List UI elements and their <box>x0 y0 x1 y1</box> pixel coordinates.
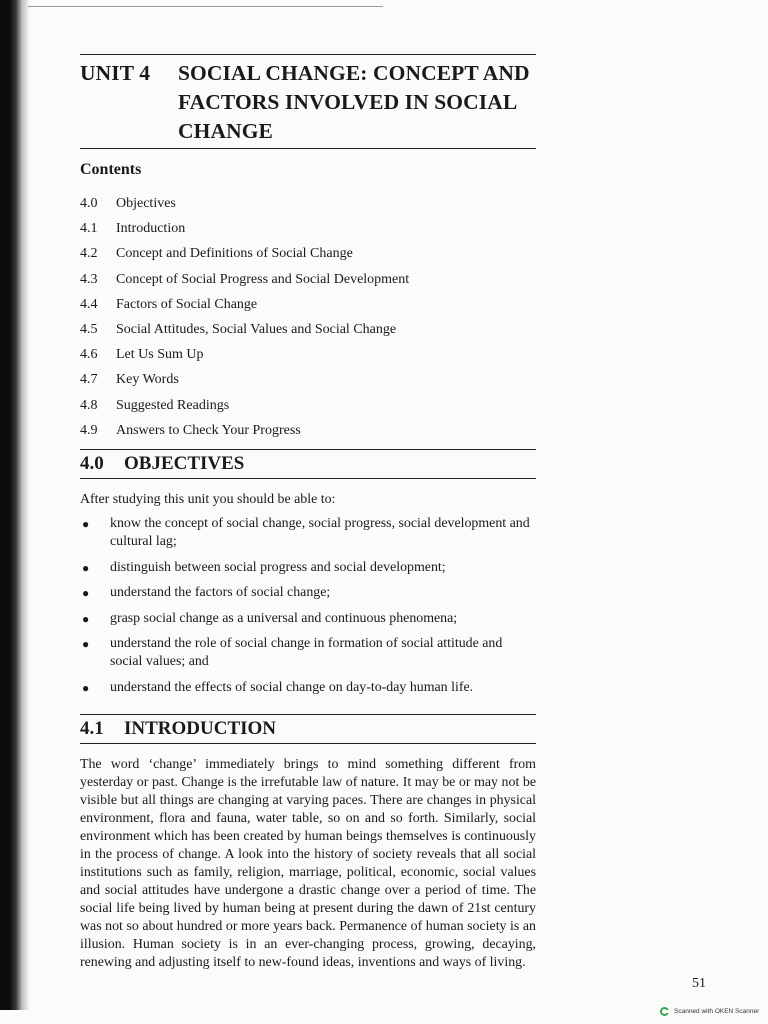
toc-item-number: 4.8 <box>80 397 98 413</box>
toc-item-label: Let Us Sum Up <box>116 347 204 363</box>
oken-scanner-logo-icon <box>660 1007 669 1016</box>
contents-heading: Contents <box>80 161 142 178</box>
scanner-watermark <box>660 1007 759 1016</box>
objective-text: know the concept of social change, social progress, social development and cultural lag; <box>110 516 530 550</box>
unit-header <box>80 59 536 146</box>
objectives-list <box>80 515 536 697</box>
header-top-rule <box>80 54 536 55</box>
header-bottom-rule <box>80 148 536 149</box>
scanner-text: Scanned with OKEN Scanner <box>674 1008 760 1015</box>
toc-item <box>80 393 536 418</box>
toc-item-label: Answers to Check Your Progress <box>116 422 301 438</box>
bullet-icon: ● <box>82 586 90 601</box>
objectives-intro: After studying this unit you should be able to: <box>80 492 336 508</box>
table-of-contents <box>80 191 536 443</box>
toc-item <box>80 191 536 216</box>
toc-item-number: 4.4 <box>80 296 98 312</box>
objective-text: understand the factors of social change; <box>110 585 331 601</box>
toc-item-number: 4.7 <box>80 372 98 388</box>
objective-item <box>80 679 536 697</box>
toc-item <box>80 317 536 342</box>
toc-item-label: Introduction <box>116 221 186 237</box>
toc-item-number: 4.6 <box>80 347 98 363</box>
objective-item <box>80 635 536 671</box>
objectives-heading <box>80 450 536 476</box>
bullet-icon: ● <box>82 560 90 575</box>
bullet-icon: ● <box>82 637 90 652</box>
page-content <box>80 54 536 972</box>
objectives-number: 4.0 <box>80 453 104 475</box>
toc-item-number: 4.5 <box>80 322 98 338</box>
toc-item <box>80 241 536 266</box>
bullet-icon: ● <box>82 517 90 532</box>
toc-item-label: Concept and Definitions of Social Change <box>116 246 353 262</box>
toc-item <box>80 342 536 367</box>
objective-text: understand the effects of social change on day-to-day human life. <box>110 679 474 695</box>
toc-item-label: Factors of Social Change <box>116 296 258 312</box>
introduction-number: 4.1 <box>80 717 104 739</box>
toc-item-number: 4.0 <box>80 196 98 211</box>
objective-item <box>80 515 536 551</box>
toc-item-number: 4.3 <box>80 271 98 287</box>
toc-item <box>80 292 536 317</box>
introduction-paragraph: The word ‘change’ immediately brings to mind something different from yesterday or past. Change is the irrefutable law of nature. It may be or may not be visible but all things are changing at varying paces. There are changes in physical environment, flora and fauna, water table, so on and so forth. Similarly, social environment which has been created by human beings themselves is continuously in the process of change. A look into the history of society reveals that all social institutions such as family, religion, marriage, political, economic, social values and social attitudes have undergone a drastic change over a period of time. The social life being lived by human being at present during the dawn of 21st century was not so about hundred or more years back. Permanence of human society is an illusion. Human society is in an ever-changing process, growing, decaying, renewing and adjusting itself to new-found ideas, inventions and ways of living. <box>80 756 536 970</box>
objective-item <box>80 584 536 602</box>
toc-item <box>80 216 536 241</box>
bullet-icon: ● <box>82 680 90 695</box>
toc-item-label: Objectives <box>116 196 176 211</box>
scan-top-line <box>28 6 383 7</box>
objectives-title: OBJECTIVES <box>124 453 245 475</box>
toc-item-label: Key Words <box>116 372 179 388</box>
objective-text: distinguish between social progress and social development; <box>110 559 446 575</box>
toc-item <box>80 418 536 443</box>
page-number: 51 <box>692 976 706 991</box>
objective-text: understand the role of social change in formation of social attitude and social values; and <box>110 636 503 670</box>
objective-item <box>80 610 536 628</box>
scan-binding-edge <box>0 0 30 1010</box>
toc-item-label: Suggested Readings <box>116 397 230 413</box>
objectives-bottom-rule <box>80 478 536 479</box>
toc-item <box>80 367 536 392</box>
toc-item-number: 4.2 <box>80 246 98 262</box>
toc-item <box>80 267 536 292</box>
toc-item-number: 4.1 <box>80 221 98 237</box>
toc-item-label: Social Attitudes, Social Values and Social Change <box>116 322 397 338</box>
introduction-title: INTRODUCTION <box>124 717 277 739</box>
unit-title: SOCIAL CHANGE: CONCEPT AND FACTORS INVOLVED IN SOCIAL CHANGE <box>178 61 530 143</box>
toc-item-number: 4.9 <box>80 422 98 438</box>
bullet-icon: ● <box>82 611 90 626</box>
introduction-heading <box>80 715 536 741</box>
toc-item-label: Concept of Social Progress and Social Development <box>116 271 410 287</box>
unit-label: UNIT 4 <box>80 61 151 85</box>
introduction-bottom-rule <box>80 743 536 744</box>
objective-item <box>80 559 536 577</box>
objective-text: grasp social change as a universal and continuous phenomena; <box>110 610 458 626</box>
